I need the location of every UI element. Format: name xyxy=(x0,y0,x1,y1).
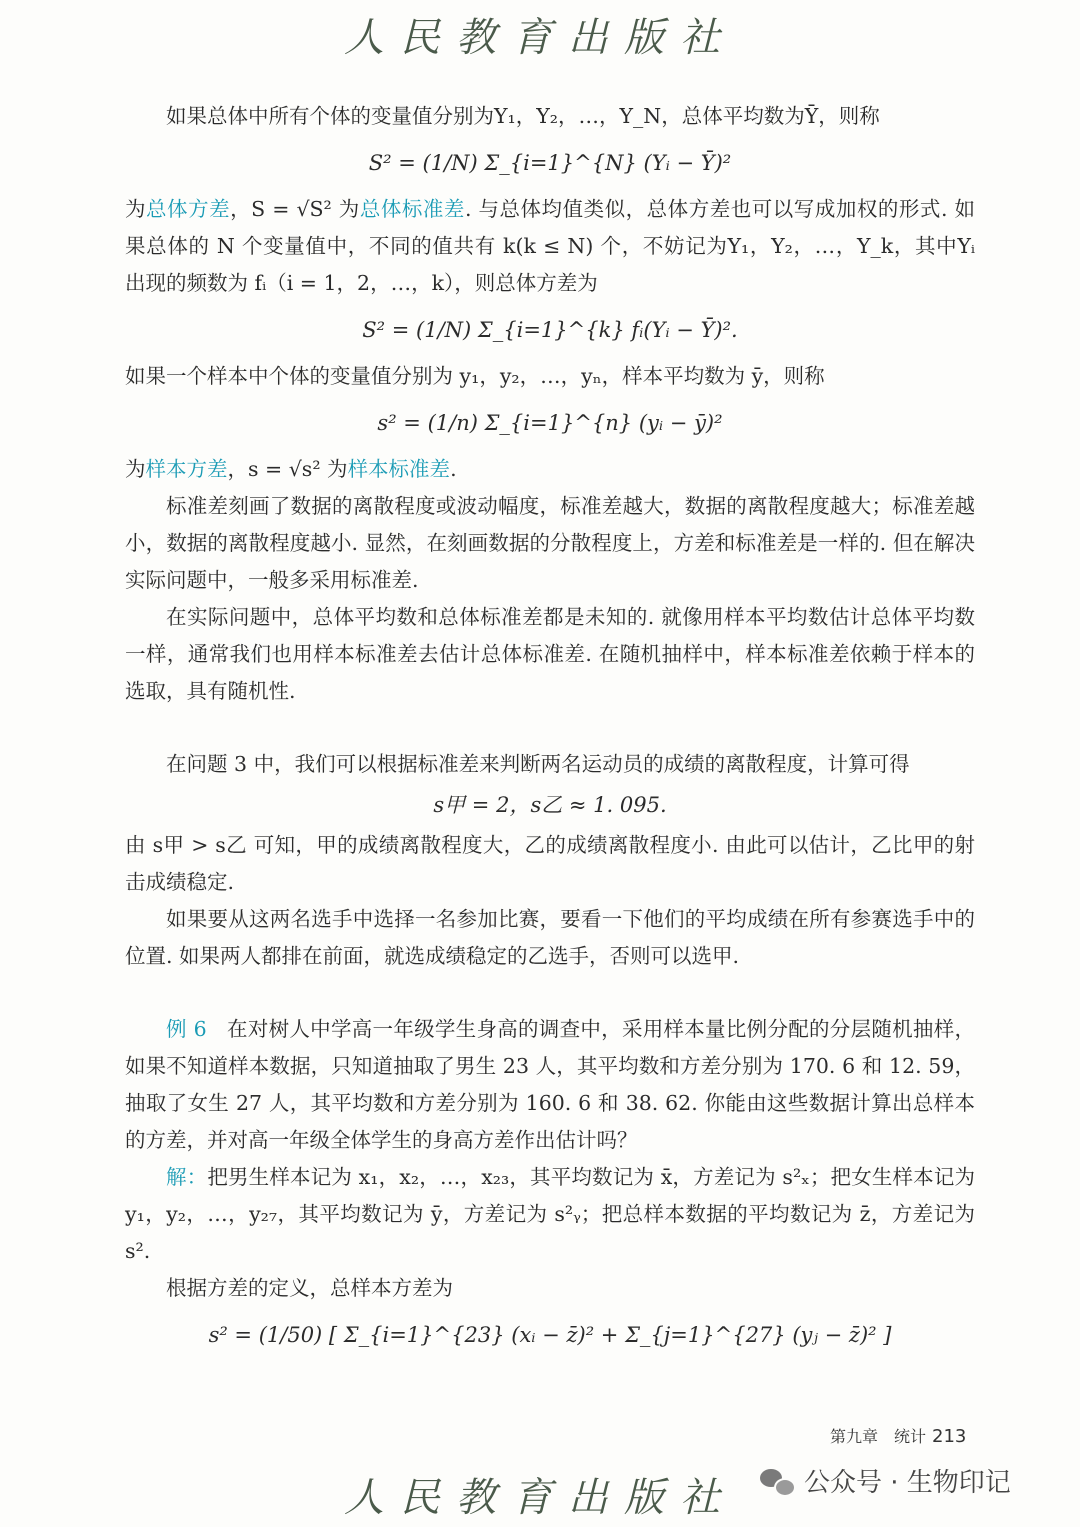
formula-weighted-variance: S² = (1/N) Σ_{i=1}^{k} fᵢ(Yᵢ − Ȳ)². xyxy=(362,318,738,342)
wechat-text: 公众号 · 生物印记 xyxy=(804,1468,1011,1498)
paragraph-total-variance: 根据方差的定义，总样本方差为 xyxy=(166,1276,453,1300)
keyword-population-sd: 总体标准差 xyxy=(359,197,465,221)
publisher-watermark-top: 人民教育出版社 xyxy=(344,15,736,61)
page-number: 213 xyxy=(932,1426,967,1447)
publisher-watermark-bottom: 人民教育出版社 xyxy=(344,1475,736,1521)
wechat-account-label xyxy=(760,1462,1011,1499)
solution xyxy=(125,1159,975,1270)
paragraph-sample-sd xyxy=(125,451,975,488)
paragraph-population-sd xyxy=(125,191,975,302)
solution-label: 解： xyxy=(166,1165,208,1189)
text-fragment: ，S = √S² 为 xyxy=(230,197,360,221)
paragraph-population-values: 如果总体中所有个体的变量值分别为Y₁，Y₂，…，Y_N，总体平均数为Ȳ，则称 xyxy=(166,104,880,128)
keyword-sample-variance: 样本方差 xyxy=(145,457,228,481)
example-label: 例 6 xyxy=(166,1017,207,1041)
paragraph-sd-meaning: 标准差刻画了数据的离散程度或波动幅度，标准差越大，数据的离散程度越大；标准差越小，数据的离散程度越小. 显然，在刻画数据的分散程度上，方差和标准差是一样的. 但在解决实际问题中，一般多采用标准差. xyxy=(125,494,975,592)
paragraph-problem-3: 在问题 3 中，我们可以根据标准差来判断两名运动员的成绩的离散程度，计算可得 xyxy=(166,752,910,776)
formula-athlete-sd: s甲 = 2，s乙 ≈ 1. 095. xyxy=(433,793,667,817)
formula-population-variance: S² = (1/N) Σ_{i=1}^{N} (Yᵢ − Ȳ)² xyxy=(368,151,732,175)
example-6 xyxy=(125,1011,975,1159)
keyword-population-variance: 总体方差 xyxy=(146,197,231,221)
text-fragment: . 与总体均值类似，总体方差也可以写成加权的形式. 如果总体的 N 个变量值中，不同的值共有 k(k ≤ N) 个，不妨记为Y₁，Y₂，…，Y_k，其中Yᵢ 出现的频数为 fᵢ（i = 1，2，…，k），则总体方差为 xyxy=(125,197,976,295)
keyword-sample-sd: 样本标准差 xyxy=(347,457,451,481)
formula-sample-variance: s² = (1/n) Σ_{i=1}^{n} (yᵢ − ȳ)² xyxy=(377,411,723,435)
chapter-label: 第九章 统计 xyxy=(830,1427,927,1446)
text-fragment: 为 xyxy=(125,457,146,481)
text-fragment: 为 xyxy=(125,197,147,221)
solution-text: 把男生样本记为 x₁，x₂，…，x₂₃，其平均数记为 x̄，方差记为 s²ₓ；把女生样本记为 y₁，y₂，…，y₂₇，其平均数记为 ȳ，方差记为 s²ᵧ；把总样本数据的平均数记为 z̄，方差记为 s². xyxy=(125,1165,976,1263)
text-fragment: . xyxy=(450,457,457,481)
formula-total-variance: s² = (1/50) [ Σ_{i=1}^{23} (xᵢ − z̄)² + Σ_{j=1}^{27} (yⱼ − z̄)² ] xyxy=(208,1323,892,1347)
paragraph-sample-values: 如果一个样本中个体的变量值分别为 y₁，y₂，…，yₙ，样本平均数为 ȳ，则称 xyxy=(125,364,825,388)
page-content xyxy=(125,98,975,1363)
paragraph-selection: 如果要从这两名选手中选择一名参加比赛，要看一下他们的平均成绩在所有参赛选手中的位置. 如果两人都排在前面，就选成绩稳定的乙选手，否则可以选甲. xyxy=(125,907,975,968)
example-text: 在对树人中学高一年级学生身高的调查中，采用样本量比例分配的分层随机抽样，如果不知道样本数据，只知道抽取了男生 23 人，其平均数和方差分别为 170. 6 和 12. 59，抽取了女生 27 人，其平均数和方差分别为 160. 6 和 38. 62. 你能由这些数据计算出总样本的方差，并对高一年级全体学生的身高方差作出估计吗？ xyxy=(125,1017,975,1152)
text-fragment: ，s = √s² 为 xyxy=(227,457,348,481)
page-footer xyxy=(830,1424,966,1447)
wechat-icon xyxy=(760,1467,794,1495)
paragraph-comparison: 由 s甲 > s乙 可知，甲的成绩离散程度大，乙的成绩离散程度小. 由此可以估计，乙比甲的射击成绩稳定. xyxy=(125,833,975,894)
paragraph-estimation: 在实际问题中，总体平均数和总体标准差都是未知的. 就像用样本平均数估计总体平均数一样，通常我们也用样本标准差去估计总体标准差. 在随机抽样中，样本标准差依赖于样本的选取，具有随机性. xyxy=(125,605,975,703)
